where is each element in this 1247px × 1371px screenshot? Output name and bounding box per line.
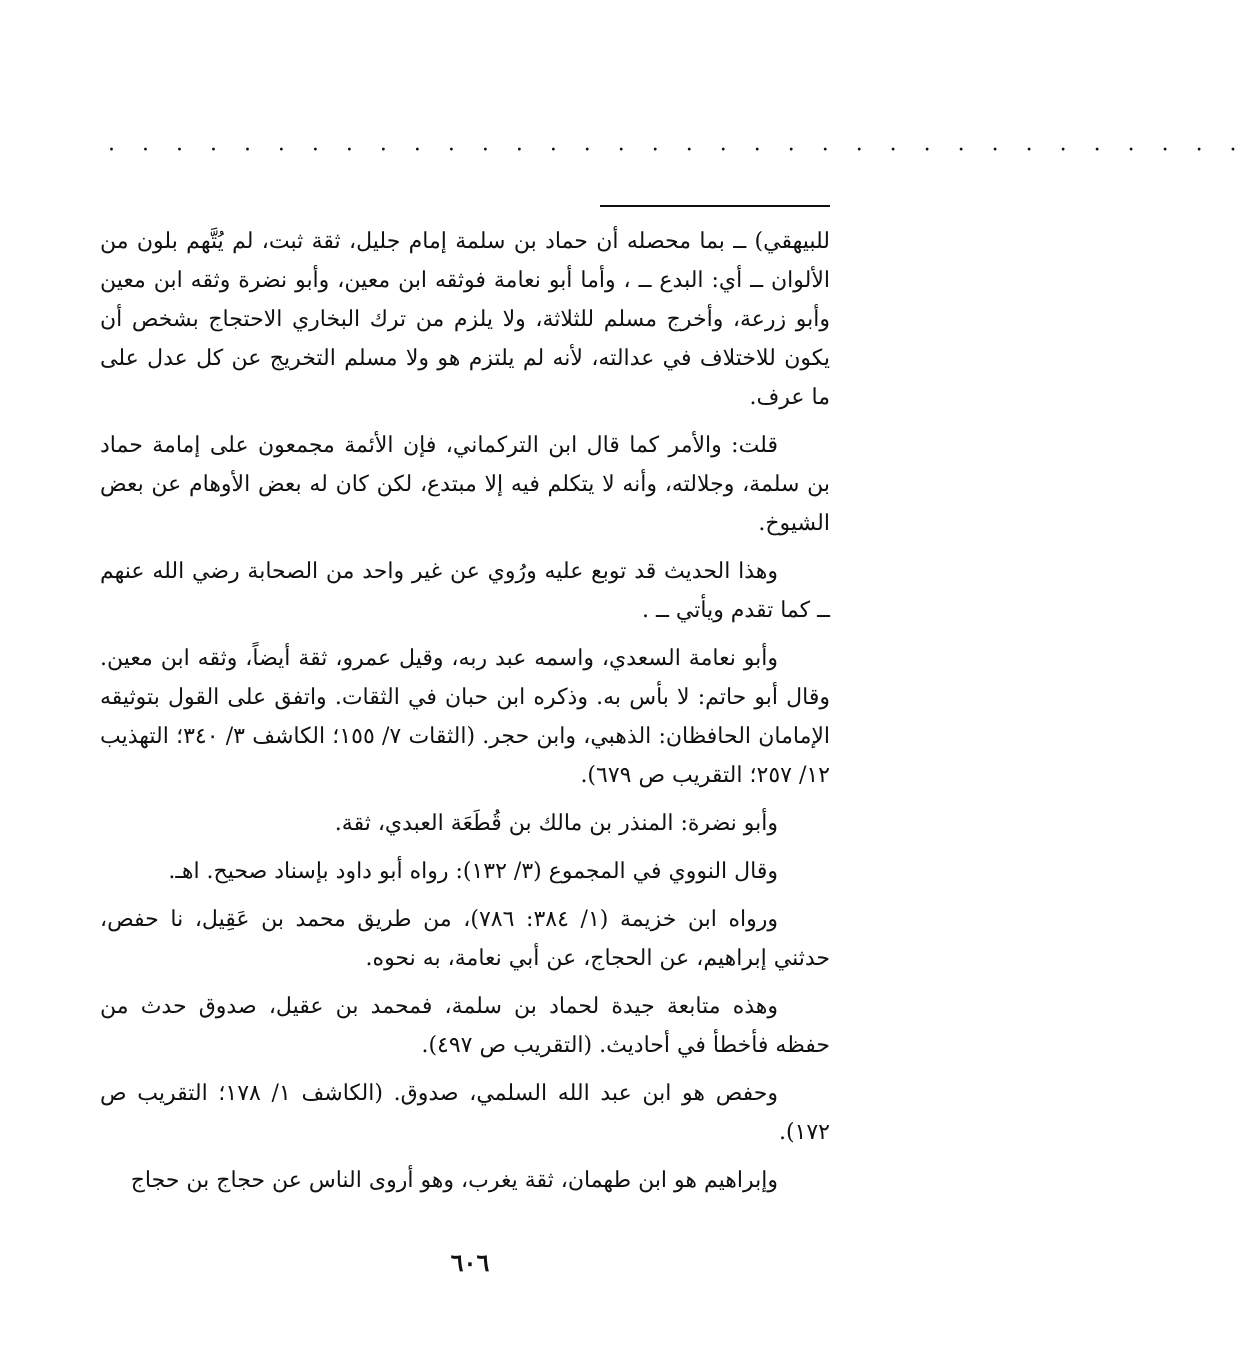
- paragraph-10: وإبراهيم هو ابن طهمان، ثقة يغرب، وهو أروى الناس عن حجاج بن حجاج: [130, 1168, 778, 1193]
- paragraph-4: وأبو نعامة السعدي، واسمه عبد ربه، وقيل عمرو، ثقة أيضاً، وثقه ابن معين. وقال أبو حاتم: لا بأس به. وذكره ابن حبان في الثقات. واتفق على القول بتوثيقه الإمامان الحافظان: الذهبي، وابن حجر. (الثقات ٧/ ١٥٥؛ الكاشف ٣/ ٣٤٠؛ التهذيب ١٢/ ٢٥٧؛ التقريب ص ٦٧٩).: [100, 646, 831, 788]
- page-number: ٦٠٦: [450, 1248, 490, 1277]
- footnote-text: [100, 222, 830, 1209]
- paragraph-7: ورواه ابن خزيمة (١/ ٣٨٤: ٧٨٦)، من طريق محمد بن عَقِيل، نا حفص، حدثني إبراهيم، عن الحجاج، عن أبي نعامة، به نحوه.: [100, 907, 830, 971]
- dotted-separator: · · · · · · · · · · · · · · · · · · · · · · · · · · · · · · · · · ·: [108, 138, 1247, 163]
- paragraph-8: وهذه متابعة جيدة لحماد بن سلمة، فمحمد بن عقيل، صدوق حدث من حفظه فأخطأ في أحاديث. (التقريب ص ٤٩٧).: [100, 994, 830, 1058]
- paragraph-6: وقال النووي في المجموع (٣/ ١٣٢): رواه أبو داود بإسناد صحيح. اهـ.: [168, 859, 778, 884]
- paragraph-5: وأبو نضرة: المنذر بن مالك بن قُطَعَة العبدي، ثقة.: [334, 811, 778, 836]
- footnote-rule: [600, 205, 830, 207]
- paragraph-3: وهذا الحديث قد توبع عليه ورُوي عن غير واحد من الصحابة رضي الله عنهم ــ كما تقدم ويأتي ــ .: [100, 559, 830, 623]
- paragraph-1: للبيهقي) ــ بما محصله أن حماد بن سلمة إمام جليل، ثقة ثبت، لم يُتَّهم بلون من الألوان ــ أي: البدع ــ ، وأما أبو نعامة فوثقه ابن معين، وأبو نضرة وثقه ابن معين وأبو زرعة، وأخرج مسلم للثلاثة، ولا يلزم من ترك البخاري الاحتجاج بشخص أن يكون للاختلاف في عدالته، لأنه لم يلتزم هو ولا مسلم التخريج عن كل عدل على ما عرف.: [100, 229, 830, 410]
- paragraph-9: وحفص هو ابن عبد الله السلمي، صدوق. (الكاشف ١/ ١٧٨؛ التقريب ص ١٧٢).: [100, 1081, 830, 1145]
- paragraph-2: قلت: والأمر كما قال ابن التركماني، فإن الأئمة مجمعون على إمامة حماد بن سلمة، وجلالته، وأنه لا يتكلم فيه إلا مبتدع، لكن كان له بعض الأوهام عن بعض الشيوخ.: [100, 433, 830, 536]
